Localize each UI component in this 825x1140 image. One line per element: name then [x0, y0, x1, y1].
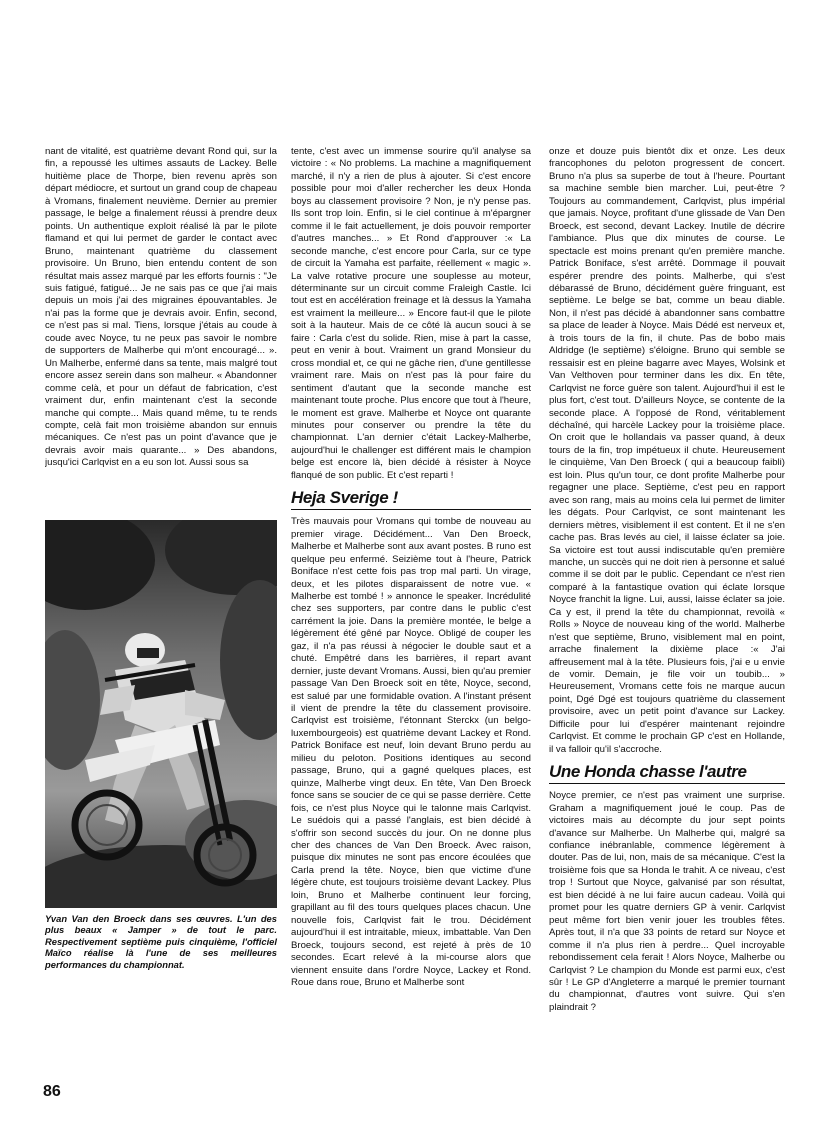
article-column-1 [45, 146, 277, 508]
column3-paragraph-1: onze et douze puis bientôt dix et onze. Les deux francophones du peloton progressent de concert. Bruno n'a plus sa superbe de tout à l'heure. Pourtant sa machine semble bien marcher. Lui, peut-être ? Toujours au commandement, Carlqvist, plus impérial que jamais. Noyce, profitant d'une glissade de Van Den Broeck, est second, devant Lackey. Inutile de décrire l'ambiance. Plus que dix minutes de course. Le spectacle est moins prenant qu'en première manche. Patrick Boniface, s'est arrêté. Dommage il pouvait espérer prendre des points. Malherbe, qui s'est débarassé de Bruno, décidément guère fringuant, est septième. Le belge se bat, comme un beau diable. Non, il n'est pas décidé à abandonner sans combattre sa place de leader à Noyce. Mais Dédé est nerveux et, à trois tours de la fin, il chute. Pas de bobo mais Aldridge (le septième) s'éloigne. Bruno qui semble se ressaisir est en pleine bagarre avec Mayes, Wolsink et Van Velthoven pour terminer dans les dix. En tête, Carlqvist ne force guère son talent. Aujourd'hui il est le plus fort, c'est tout. D'ailleurs Noyce, se contente de la seconde place. A l'opposé de Rond, véritablement déchaîné, qui harcèle Lackey pour la troisième place. On croit que le hollandais va passer quand, à deux tours de la fin, trop impétueux il chute. Heureusement le cinquième, Van Den Broeck ( qui a beaucoup faibli) est loin. Plus qu'un tour, ce dont profite Malherbe pour regagner une place. Septième, c'est peu en rapport avec son rang, mais au moins cela lui permet de limiter les dégats. Pour Carlqvist, ce sont maintenant les derniers mètres, visiblement il est content. Et il ne s'en cache pas. Bras levés au ciel, il laisse éclater sa joie. Sa victoire est tout aussi indiscutable qu'en première manche, un succès qui ne doit rien à personne et salué comme il se doit par le public. Cependant ce n'est rien comparé à la fantastique ovation qui éclate lorsque Noyce franchit la ligne. Lui, aussi, laisse éclater sa joie. Ca y est, il prend la tête du championnat, revoilà « Rolls » Noyce de nouveau king of the world. Malherbe n'est que septième, Bruno, visiblement mal en point, arrache finalement la dixième place :« J'ai affreusement mal à la tête. Plusieurs fois, j'ai e u envie de vomir. Demain, je file voir un toubib... » Heureusement, Vromans cette fois ne marque aucun point, Dgé Dgé est toujours quatrième du classement provisoire, avec un petit point d'avance sur Lackey. Difficile pour lui d'espérer maintenant rejoindre Carlqvist. Et comme le prochain GP c'est en Hollande, il va falloir qu'il s'accroche. [549, 146, 785, 755]
motocross-photo [45, 520, 277, 908]
page-number: 86 [43, 1083, 61, 1100]
article-column-2 [291, 146, 531, 1121]
column2-paragraph-1: tente, c'est avec un immense sourire qu'il analyse sa victoire : « No problems. La machine a magnifiquement marché, il n'y a rien de plus à ajouter. Si c'est encore possible pour moi d'aller rechercher les deux Honda boys au classement provisoire ? Non, je n'y pense pas. Ils sont trop loin. Enfin, si le ciel continue à m'épargner comme il le fait actuellement, je dois pouvoir remporter d'autres manches... » Et Rond d'approuver :« La seconde manche, c'est encore pour Carla, sur ce type de circuit la Yamaha est parfaite, réellement « magic ». La valve rotative procure une souplesse au moteur, déterminante sur un circuit comme Fraleigh Castle. Ici tout est en accélération freinage et là dessus la Yamaha est vraiment la meilleure... » Encore faut-il que le pilote soit à la hauteur. Mais de ce côté là aucun souci à se faire : Carla c'est du solide. Rien, mise à part la casse, peut en venir à bout. Vraiment un grand Monsieur du cross mondial et, ce qui ne gâche rien, d'une gentillesse vraiment rare. Mais on n'est pas là pour faire du sentiment d'autant que la seconde manche est maintenant toute proche. Plus encore que tout à l'heure, le moment est grave. Malherbe et Noyce ont quarante minutes pour conserver ou prendre la tête du championnat. L'an dernier c'était Lackey-Malherbe, aujourd'hui le challenger est différent mais le champion belge est encore là, bien décidé à résister à Noyce flanqué de son public. Et c'est reparti ! [291, 146, 531, 481]
column1-text: nant de vitalité, est quatrième devant Rond qui, sur la fin, a repoussé les ultimes assauts de Lackey. Belle huitième place de Thorpe, bien revenu après son départ médiocre, et surtout un grand coup de chapeau à Vromans, finalement neuvième. Dernier au premier passage, le belge a finalement réussi à prendre deux points. Un authentique exploit réalisé là par le pilote flamand et qui lui permet de garder le contact avec Bruno, maintenant quatrième du classement provisoire. Un Bruno, bien entendu content de son résultat mais assez marqué par les efforts fournis : "Je suis fatigué, fatigué... Je ne sais pas ce que j'ai mais depuis un mois j'ai des migraines épouvantables. Je n'ai pas la forme que je devrais avoir. Enfin, second, ce n'est pas si mal. Tiens, lorsque j'étais au coude à coude avec Noyce, tu ne peux pas savoir le nombre de supporters de Malherbe qui m'ont encouragé... ». Un Malherbe, enfermé dans sa tente, mais malgré tout encore assez serein dans son malheur. « Abandonner comme celà, et pour un défaut de fabrication, c'est vraiment dur, enfin maintenant c'est la seconde manche qui compte... Mais quand même, tu te rends compte, celà fait mon troisième abandon sur ennuis mécaniques. Ce n'est pas un point d'avance que je devrais avoir mais quarante... » Des abandons, jusqu'ici Carlqvist en a eu son lot. Aussi sous sa [45, 146, 277, 469]
rider-jumping-image [45, 520, 277, 908]
section-heading-honda: Une Honda chasse l'autre [549, 762, 785, 784]
section-heading-heja-sverige: Heja Sverige ! [291, 488, 531, 510]
article-column-3 [549, 146, 785, 1121]
column3-paragraph-2: Noyce premier, ce n'est pas vraiment une surprise. Graham a magnifiquement joué le coup. Pas de victoires mais au décompte du jour sept points d'avance sur Malherbe. Un Malherbe qui, malgré sa confiance inébranlable, commence légèrement à douter. Pas de lui, non, mais de sa mécanique. C'est la troisième fois que sa Honda le trahit. A ce niveau, c'est trop ! Surtout que Noyce, galvanisé par son résultat, est bien décidé à ne lui faire aucun cadeau. Voilà qui promet pour les quatre derniers GP à venir. Carlqvist peut même fort bien venir jouer les troubles fêtes. Après tout, il n'a que 33 points de retard sur Noyce et comme il n'a plus rien à perdre... Quel incroyable rebondissement cela ferait ! Alors Noyce, Malherbe ou Carlqvist ? Le champion du Monde est parmi eux, c'est sûr ! Le GP d'Angleterre a marqué le premier tournant du championnat, d'autres vont suivre. Qui s'en plaindrait ? [549, 790, 785, 1013]
photo-caption: Yvan Van den Broeck dans ses œuvres. L'un des plus beaux « Jamper » de tout le parc. Respectivement septième puis cinquième, l'officiel Maïco réalise là l'une de ses meilleures performances du championnat. [45, 913, 277, 970]
column2-paragraph-2: Très mauvais pour Vromans qui tombe de nouveau au premier virage. Décidément... Van Den Broeck, Malherbe et Malherbe sont aux avant postes. B runo est quelque peu enfermé. Seizième tout à l'heure, Patrick Boniface n'est cette fois pas trop mal parti. Un virage, deux, et les pilotes disparaissent de notre vue. « Malherbe est tombé ! » annonce le speaker. Incrédulité chez ses supporters, par contre dans le public c'est carrément la joie. Dans la première montée, le belge a légèrement été gêné par Noyce. Obligé de couper les gaz, il n'a pas réussi à négocier le double saut et a chuté. Empêtré dans les barrières, il repart avant dernier, juste devant Vromans. Aussi, bien qu'au premier passage Van Den Broeck soit en tête, Noyce, second, est salué par une formidable ovation. A l'instant présent il vient de prendre la tête du classement provisoire. Carlqvist est troisième, l'étonnant Sterckx (un belgo-luxembourgeois) est quatrième devant Lackey et Rond. Patrick Boniface est neuf, loin devant Bruno perdu au milieu du peloton. Positions identiques au second passage, Bruno, qui a gagné quelques places, est quinze, Malherbe vingt deux. En tête, Van Den Broeck fonce sans se soucier de ce qui se passe derrière. Cette fois, ce n'est plus Noyce qui le talonne mais Carlqvist. Le suédois qui a passé l'anglais, est bien décidé à s'offrir son second succès du jour. On ne donne plus cher des chances de Van Den Broeck. Avec raison, puisque dix minutes ne sont pas encore écoulées que Carla prend la tête. Noyce, bien que victime d'une légère chute, est toujours troisième devant Lackey. Plus loin, Bruno et Malherbe continuent leur forcing, grapillant au fil des tours quelques places chacun. Une nouvelle fois, Carlqvist fait le trou. Décidément aujourd'hui il est intraitable, mieux, imbattable. Van Den Broeck, toujours second, est rejeté à près de 10 secondes. Ecart relevé à la mi-course alors que viennent ensuite dans l'ordre Noyce, Lackey et Rond. Roue dans roue, Bruno et Malherbe sont [291, 516, 531, 988]
